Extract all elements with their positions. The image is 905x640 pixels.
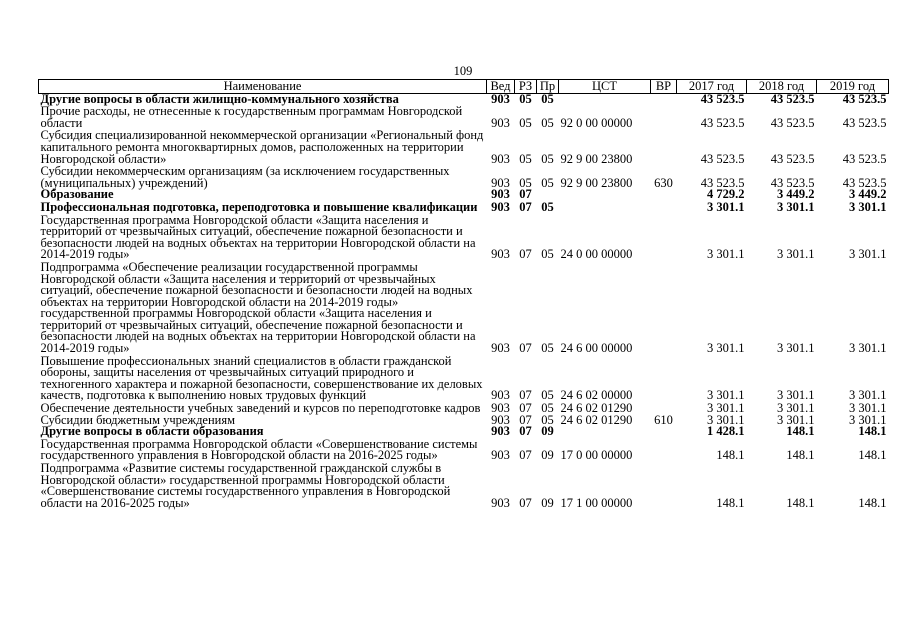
row-name: Подпрограмма «Развитие системы государственной гражданской службы в Новгородской области» государственной программы Новгородской области «Совершенствование системы государственного управления в Новгородской области на 2016-2025 годы» <box>40 461 451 510</box>
row-cst <box>559 201 651 214</box>
row-pr: 05 <box>541 151 554 166</box>
row-vr <box>651 105 677 129</box>
row-vr <box>651 426 677 438</box>
row-rz: 07 <box>519 424 532 439</box>
table-row <box>39 129 889 165</box>
row-ved: 903 <box>491 187 510 202</box>
row-2019: 43 523.5 <box>842 175 887 190</box>
row-2017: 1 428.1 <box>707 424 745 439</box>
row-name: Образование <box>40 187 114 202</box>
header-rz: РЗ <box>515 80 537 94</box>
row-2018: 43 523.5 <box>770 91 815 106</box>
table-row <box>39 261 889 355</box>
row-ved: 903 <box>491 448 510 463</box>
row-cst: 24 6 02 01290 <box>560 401 633 416</box>
row-2018: 3 301.1 <box>777 412 815 427</box>
row-rz: 07 <box>519 199 532 214</box>
row-2019: 3 301.1 <box>849 247 887 262</box>
row-pr: 05 <box>541 91 554 106</box>
row-2018: 3 301.1 <box>777 199 815 214</box>
row-cst: 92 0 00 00000 <box>560 115 633 130</box>
row-name: Государственная программа Новгородской области «Совершенствование системы государственного управления в Новгородской области на 2016-2025 годы» <box>40 436 478 463</box>
row-2019: 3 301.1 <box>849 388 887 403</box>
table-row <box>39 355 889 402</box>
row-vr <box>651 462 677 509</box>
row-2018: 3 449.2 <box>777 187 815 202</box>
row-vr <box>651 201 677 214</box>
row-2018: 3 301.1 <box>777 341 815 356</box>
row-2017: 43 523.5 <box>700 175 745 190</box>
row-rz: 07 <box>519 388 532 403</box>
row-rz: 07 <box>519 401 532 416</box>
row-cst: 92 9 00 23800 <box>560 151 633 166</box>
row-cst: 24 6 02 00000 <box>560 388 633 403</box>
row-rz: 07 <box>519 341 532 356</box>
row-pr: 05 <box>541 115 554 130</box>
row-vr <box>651 129 677 165</box>
header-2017: 2017 год <box>677 80 747 94</box>
row-2019: 148.1 <box>858 495 887 510</box>
row-pr: 09 <box>541 424 554 439</box>
row-vr: 610 <box>654 412 673 427</box>
row-rz: 07 <box>519 448 532 463</box>
row-2019: 3 449.2 <box>849 187 887 202</box>
row-ved: 903 <box>491 199 510 214</box>
row-name: Субсидия специализированной некоммерческой организации «Региональный фонд капитального ремонта многоквартирных домов, расположенных на территории Новгородской области» <box>40 128 484 166</box>
row-rz: 05 <box>519 151 532 166</box>
row-2017: 4 729.2 <box>707 187 745 202</box>
header-2018: 2018 год <box>747 80 817 94</box>
row-name: Профессиональная подготовка, переподготовка и повышение квалификации <box>40 199 478 214</box>
row-vr: 630 <box>654 175 673 190</box>
row-rz: 07 <box>519 495 532 510</box>
row-rz: 07 <box>519 187 532 202</box>
row-cst <box>559 426 651 438</box>
table-row <box>39 214 889 261</box>
row-ved: 903 <box>491 388 510 403</box>
row-2017: 3 301.1 <box>707 412 745 427</box>
row-vr <box>651 261 677 355</box>
row-name: Субсидии некоммерческим организациям (за исключением государственных (муниципальных) учреждений) <box>40 164 450 190</box>
row-vr <box>651 438 677 462</box>
row-2018: 3 301.1 <box>777 247 815 262</box>
row-rz: 07 <box>519 412 532 427</box>
header-vr: ВР <box>651 80 677 94</box>
header-2019: 2019 год <box>817 80 889 94</box>
row-2018: 3 301.1 <box>777 388 815 403</box>
table-row <box>39 201 889 214</box>
row-2019: 3 301.1 <box>849 412 887 427</box>
row-cst: 24 6 02 01290 <box>560 412 633 427</box>
row-2017: 3 301.1 <box>707 341 745 356</box>
row-2018: 148.1 <box>786 495 815 510</box>
row-2017: 43 523.5 <box>700 151 745 166</box>
row-name: Повышение профессиональных знаний специалистов в области гражданской обороны, защиты населения от чрезвычайных ситуаций природного и техногенного характера и пожарной безопасности, совершенствование их деловых качеств, подготовка к выполнению новых трудовых функций <box>40 353 483 403</box>
row-ved: 903 <box>491 401 510 416</box>
row-2017: 3 301.1 <box>707 401 745 416</box>
header-pr: Пр <box>537 80 559 94</box>
row-vr <box>651 189 677 201</box>
row-ved: 903 <box>491 412 510 427</box>
row-ved: 903 <box>491 175 510 190</box>
table-row <box>39 165 889 189</box>
row-2018: 43 523.5 <box>770 175 815 190</box>
row-pr: 05 <box>541 247 554 262</box>
row-cst: 17 0 00 00000 <box>560 448 633 463</box>
row-cst: 24 6 00 00000 <box>560 341 633 356</box>
row-2018: 43 523.5 <box>770 151 815 166</box>
row-ved: 903 <box>491 91 510 106</box>
budget-table <box>38 79 889 509</box>
row-cst: 24 0 00 00000 <box>560 247 633 262</box>
row-pr: 05 <box>541 341 554 356</box>
row-name: Другие вопросы в области образования <box>40 424 264 439</box>
row-pr: 05 <box>541 175 554 190</box>
header-cst: ЦСТ <box>559 80 651 94</box>
row-pr: 09 <box>541 448 554 463</box>
row-2017: 148.1 <box>716 448 745 463</box>
row-2019: 43 523.5 <box>842 91 887 106</box>
row-cst: 92 9 00 23800 <box>560 175 633 190</box>
row-2017: 148.1 <box>716 495 745 510</box>
row-cst <box>559 189 651 201</box>
row-ved: 903 <box>491 247 510 262</box>
row-ved: 903 <box>491 424 510 439</box>
row-pr: 09 <box>541 495 554 510</box>
row-2018: 148.1 <box>786 424 815 439</box>
row-2017: 3 301.1 <box>707 388 745 403</box>
row-2019: 148.1 <box>858 448 887 463</box>
header-name: Наименование <box>39 80 487 94</box>
row-pr: 05 <box>541 401 554 416</box>
row-vr <box>651 355 677 402</box>
row-name: Обеспечение деятельности учебных заведений и курсов по переподготовке кадров <box>40 401 481 416</box>
row-rz: 05 <box>519 115 532 130</box>
row-2018: 43 523.5 <box>770 115 815 130</box>
row-2017: 43 523.5 <box>700 91 745 106</box>
row-ved: 903 <box>491 115 510 130</box>
row-rz: 07 <box>519 247 532 262</box>
row-2019: 43 523.5 <box>842 115 887 130</box>
row-pr: 05 <box>541 388 554 403</box>
row-ved: 903 <box>491 151 510 166</box>
row-2019: 43 523.5 <box>842 151 887 166</box>
table-row <box>39 105 889 129</box>
row-2018: 148.1 <box>786 448 815 463</box>
row-2019: 148.1 <box>858 424 887 439</box>
row-2019: 3 301.1 <box>849 199 887 214</box>
row-2019: 3 301.1 <box>849 341 887 356</box>
row-ved: 903 <box>491 495 510 510</box>
row-name: Государственная программа Новгородской области «Защита населения и территорий от чрезвычайных ситуаций, обеспечение пожарной безопасности и безопасности людей на водных объектах на территории Новгородской области на 2014-2019 годы» <box>40 212 476 262</box>
row-name: Прочие расходы, не отнесенные к государственным программам Новгородской области <box>40 104 463 130</box>
row-rz: 05 <box>519 175 532 190</box>
row-cst <box>559 93 651 105</box>
table-row <box>39 462 889 509</box>
row-vr <box>651 93 677 105</box>
header-ved: Вед <box>487 80 515 94</box>
row-ved: 903 <box>491 341 510 356</box>
row-2019: 3 301.1 <box>849 401 887 416</box>
row-vr <box>651 214 677 261</box>
row-name: Субсидии бюджетным учреждениям <box>40 412 236 427</box>
row-name: Подпрограмма «Обеспечение реализации государственной программы Новгородской области «Защита населения и территорий от чрезвычайных ситуаций, обеспечение пожарной безопасности и безопасности людей на водных объектах на территории Новгородской области на 2014-2019 годы» государственной программы Новгородской области «Защита населения и территорий от чрезвычайных ситуаций, обеспечение пожарной безопасности и безопасности людей на водных объектах на территории Новгородской области на 2014-2019 годы» <box>40 259 476 356</box>
row-2018: 3 301.1 <box>777 401 815 416</box>
row-2017: 3 301.1 <box>707 199 745 214</box>
row-2017: 43 523.5 <box>700 115 745 130</box>
row-2017: 3 301.1 <box>707 247 745 262</box>
page-number: 109 <box>453 64 473 78</box>
table-row <box>39 438 889 462</box>
row-pr: 05 <box>541 199 554 214</box>
row-pr: 05 <box>541 412 554 427</box>
row-rz: 05 <box>519 91 532 106</box>
row-cst: 17 1 00 00000 <box>560 495 633 510</box>
row-name: Другие вопросы в области жилищно-коммунального хозяйства <box>40 91 399 106</box>
